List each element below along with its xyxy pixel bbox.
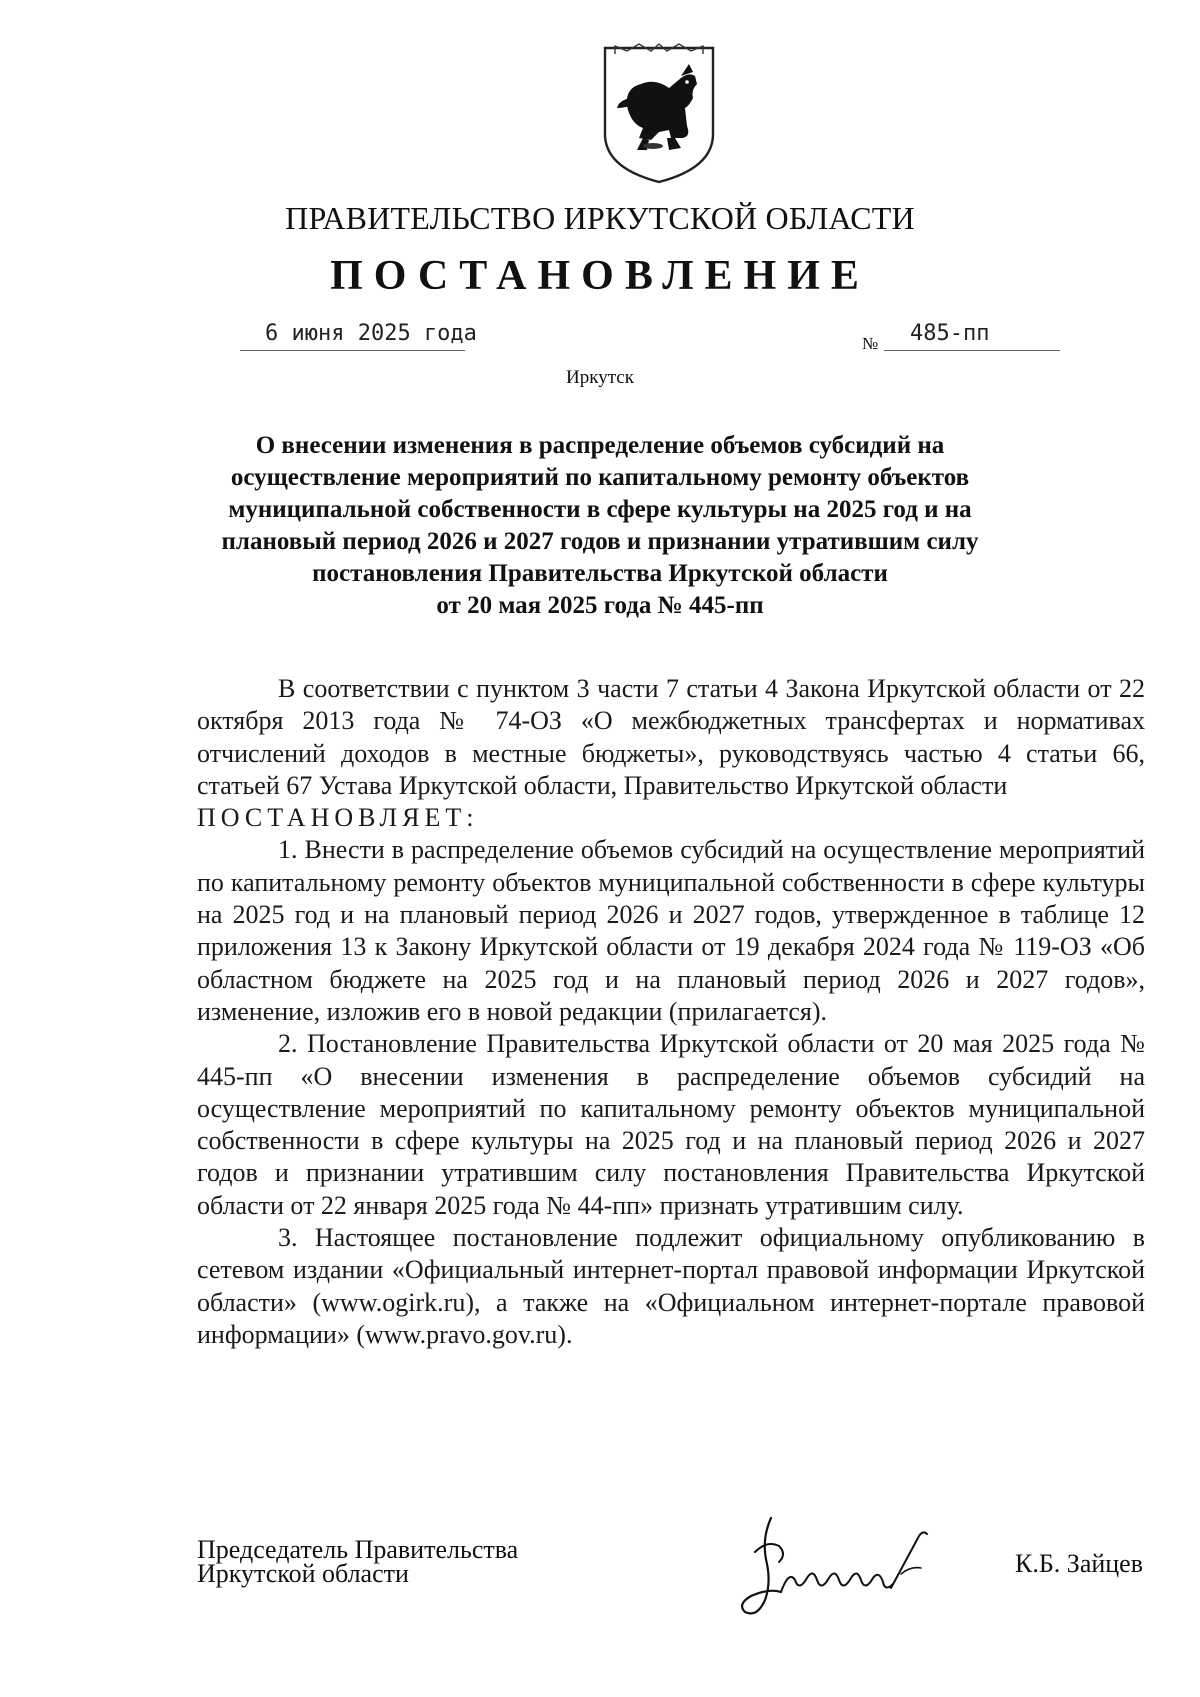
clause-paragraph: 1. Внести в распределение объемов субсидий на осуществление мероприятий по капитальному ремонту объектов муниципальной собственности в сфере культуры на 2025 год и на плановый период 2026 и 2027 годов, утвержденное в таблице 12 приложения 13 к Закону Иркутской области от 19 декабря 2024 года № 119-ОЗ «Об областном бюджете на 2025 год и на плановый период 2026 и 2027 годов», изменение, изложив его в новой редакции (прилагается). — [197, 835, 1145, 1026]
decree-title — [200, 430, 1000, 622]
title-line: от 20 мая 2025 года № 445-пп — [436, 592, 764, 619]
handwritten-signature-icon — [715, 1500, 955, 1630]
clause-paragraph: 3. Настоящее постановление подлежит официальному опубликованию в сетевом издании «Официальный интернет-портал правовой информации Иркутской области» (www.ogirk.ru), а также на «Официальном интернет-портале правовой информации» (www.pravo.gov.ru). — [197, 1223, 1145, 1349]
government-name: ПРАВИТЕЛЬСТВО ИРКУТСКОЙ ОБЛАСТИ — [285, 200, 915, 236]
decree-number: 485-пп — [910, 321, 990, 346]
decree-date: 6 июня 2025 года — [265, 321, 477, 346]
decree-body — [197, 673, 1145, 1351]
signer-position-line: Председатель Правительства — [197, 1535, 519, 1564]
title-line: осуществление мероприятий по капитальному ремонту объектов — [230, 464, 970, 491]
preamble-paragraph: В соответствии с пунктом 3 части 7 статьи 4 Закона Иркутской области от 22 октября 2013 года № 74-ОЗ «О межбюджетных трансфертах и нормативах отчислений доходов в местные бюджеты», руководствуясь частью 4 статьи 66, статьей 67 Устава Иркутской области, Правительство Иркутской области — [197, 674, 1145, 800]
title-line: плановый период 2026 и 2027 годов и признании утратившим силу — [221, 528, 979, 555]
signer-position — [197, 1535, 519, 1588]
signer-name: К.Б. Зайцев — [1015, 1549, 1143, 1578]
document-type-heading: ПОСТАНОВЛЕНИЕ — [330, 253, 870, 299]
title-line: О внесении изменения в распределение объемов субсидий на — [255, 432, 945, 459]
coat-of-arms-icon — [597, 42, 721, 188]
number-sign: № — [862, 334, 879, 353]
title-line: постановления Правительства Иркутской области — [312, 560, 888, 587]
city-name: Иркутск — [566, 367, 634, 388]
resolves-heading: ПОСТАНОВЛЯЕТ: — [197, 803, 479, 833]
title-line: муниципальной собственности в сфере культуры на 2025 год и на — [228, 496, 972, 523]
signer-position-line: Иркутской области — [197, 1559, 409, 1588]
clause-paragraph: 2. Постановление Правительства Иркутской области от 20 мая 2025 года № 445-пп «О внесении изменения в распределение объемов субсидий на осуществление мероприятий по капитальному ремонту объектов муниципальной собственности в сфере культуры на 2025 год и на плановый период 2026 и 2027 годов и признании утратившим силу постановления Правительства Иркутской области от 22 января 2025 года № 44-пп» признать утратившим силу. — [197, 1029, 1145, 1220]
